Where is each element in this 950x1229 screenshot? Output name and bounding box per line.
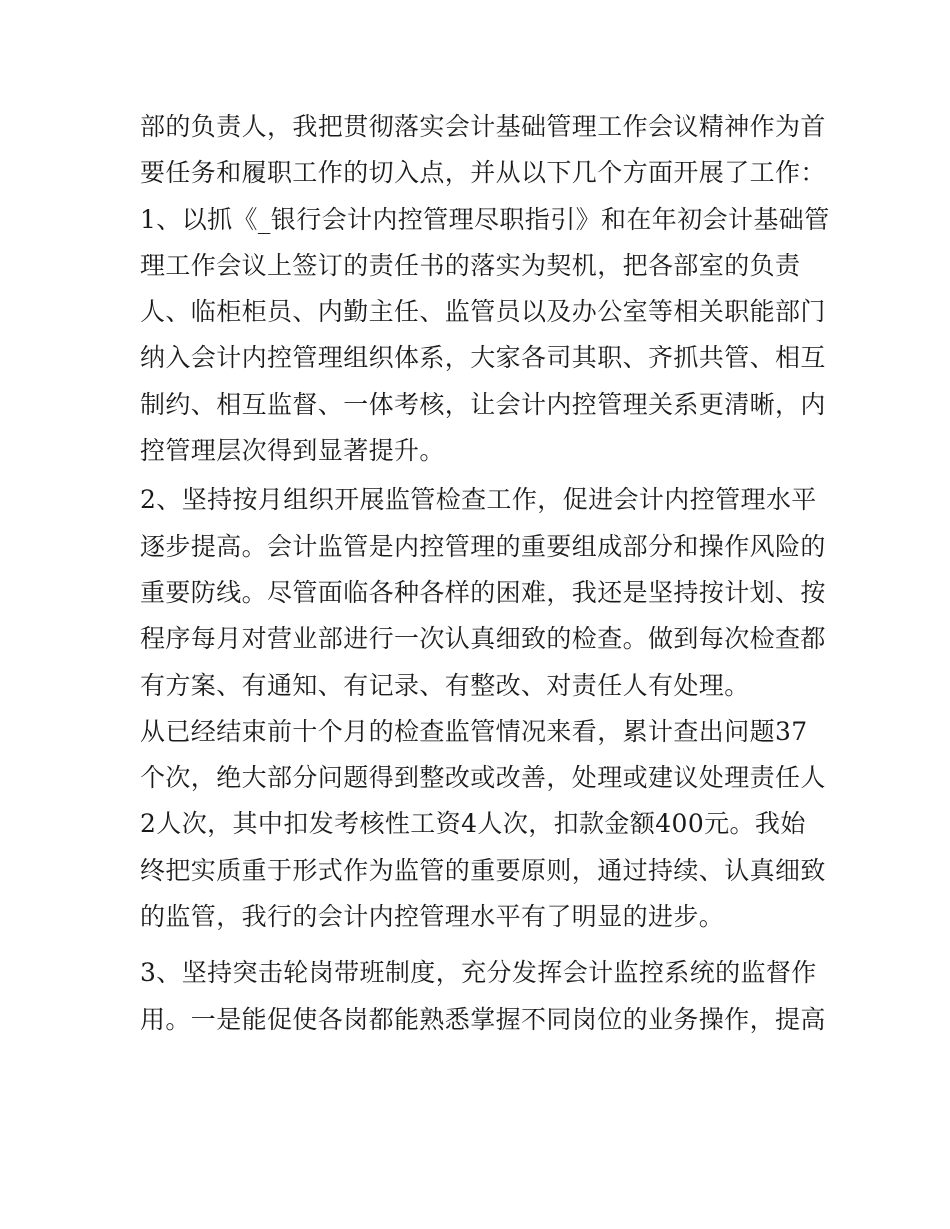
text-line: 1、以抓《_银行会计内控管理尽职指引》和在年初会计基础管 bbox=[140, 204, 830, 234]
text-line: 重要防线。尽管面临各种各样的困难，我还是坚持按计划、按 bbox=[140, 577, 826, 607]
text-line: 的监管，我行的会计内控管理水平有了明显的进步。 bbox=[140, 902, 725, 932]
text-line: 人、临柜柜员、内勤主任、监管员以及办公室等相关职能部门 bbox=[140, 297, 826, 327]
text-line: 个次，绝大部分问题得到整改或改善，处理或建议处理责任人 bbox=[140, 763, 826, 793]
text-line: 用。一是能促使各岗都能熟悉掌握不同岗位的业务操作，提高 bbox=[140, 1004, 826, 1034]
text-line: 纳入会计内控管理组织体系，大家各司其职、齐抓共管、相互 bbox=[140, 343, 826, 373]
text-line: 部的负责人，我把贯彻落实会计基础管理工作会议精神作为首 bbox=[140, 112, 826, 141]
text-line: 终把实质重于形式作为监管的重要原则，通过持续、认真细致 bbox=[140, 855, 826, 885]
paragraph-gap bbox=[140, 940, 820, 950]
text-line: 2人次，其中扣发考核性工资4人次，扣款金额400元。我始 bbox=[140, 809, 806, 839]
text-line: 制约、相互监督、一体考核，让会计内控管理关系更清晰，内 bbox=[140, 389, 826, 419]
text-line: 理工作会议上签订的责任书的落实为契机，把各部室的负责 bbox=[140, 250, 801, 280]
document-body bbox=[140, 104, 830, 1043]
text-line: 程序每月对营业部进行一次认真细致的检查。做到每次检查都 bbox=[140, 624, 826, 654]
text-line: 2、坚持按月组织开展监管检查工作，促进会计内控管理水平 bbox=[140, 485, 817, 515]
text-line: 要任务和履职工作的切入点，并从以下几个方面开展了工作： bbox=[140, 158, 826, 188]
text-line: 3、坚持突击轮岗带班制度，充分发挥会计监控系统的监督作 bbox=[140, 958, 817, 988]
text-line: 逐步提高。会计监管是内控管理的重要组成部分和操作风险的 bbox=[140, 531, 826, 561]
text-line: 控管理层次得到显著提升。 bbox=[140, 436, 445, 466]
text-line: 从已经结束前十个月的检查监管情况来看，累计查出问题37 bbox=[140, 716, 808, 746]
text-line: 有方案、有通知、有记录、有整改、对责任人有处理。 bbox=[140, 670, 750, 700]
